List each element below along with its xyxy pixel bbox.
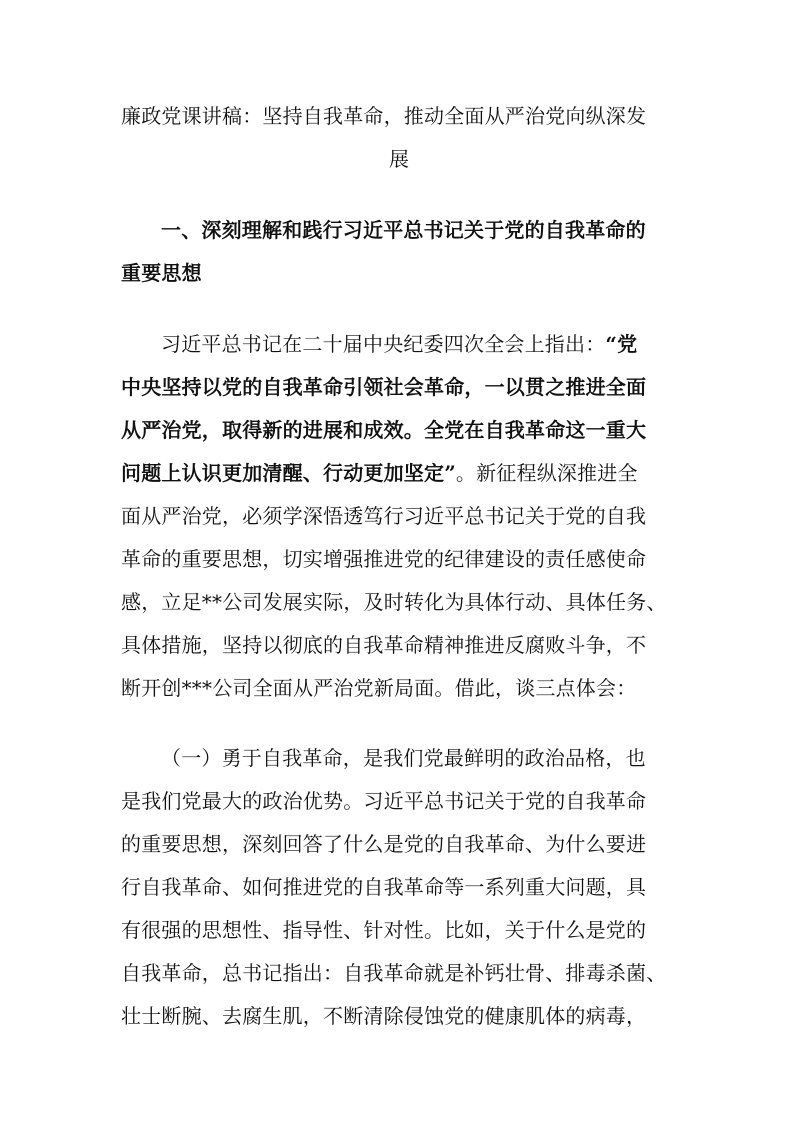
paragraph-1-line-4 bbox=[121, 456, 681, 490]
paragraph-1-line-3: 从严治党，取得新的进展和成效。全党在自我革命这一重大 bbox=[121, 418, 647, 442]
paragraph-1-line-9: 断开创***公司全面从严治党新局面。借此，谈三点体会： bbox=[121, 676, 637, 700]
paragraph-2-line-3: 的重要思想，深刻回答了什么是党的自我革命、为什么要进 bbox=[121, 832, 647, 856]
paragraph-2-line-2: 是我们党最大的政治优势。习近平总书记关于党的自我革命 bbox=[121, 789, 647, 813]
paragraph-2-line-1: （一）勇于自我革命，是我们党最鲜明的政治品格，也 bbox=[161, 746, 646, 770]
document-title-line-1: 廉政党课讲稿：坚持自我革命，推动全面从严治党向纵深发 bbox=[121, 104, 647, 128]
paragraph-1-line-8: 具体措施，坚持以彻底的自我革命精神推进反腐败斗争，不 bbox=[121, 633, 647, 657]
paragraph-1-line-5: 面从严治党，必须学深悟透笃行习近平总书记关于党的自我 bbox=[121, 504, 647, 528]
paragraph-1-line-4-normal: 。新征程纵深推进全 bbox=[455, 461, 638, 485]
document-title-line-2: 展 bbox=[389, 147, 410, 171]
section-heading-line-1: 一、深刻理解和践行习近平总书记关于党的自我革命的 bbox=[161, 218, 646, 242]
paragraph-1-line-1-normal: 习近平总书记在二十届中央纪委四次全会上指出： bbox=[161, 332, 606, 356]
paragraph-1-line-1 bbox=[161, 327, 681, 361]
paragraph-1-line-7: 感，立足**公司发展实际，及时转化为具体行动、具体任务、 bbox=[121, 590, 667, 614]
paragraph-2-line-6: 自我革命，总书记指出：自我革命就是补钙壮骨、排毒杀菌、 bbox=[121, 961, 667, 985]
paragraph-1-line-6: 革命的重要思想，切实增强推进党的纪律建设的责任感使命 bbox=[121, 547, 647, 571]
section-heading-line-2: 重要思想 bbox=[121, 261, 202, 285]
paragraph-2-line-5: 有很强的思想性、指导性、针对性。比如，关于什么是党的 bbox=[121, 918, 647, 942]
quote-close-bold: 问题上认识更加清醒、行动更加坚定” bbox=[121, 461, 456, 485]
paragraph-1-line-2: 中央坚持以党的自我革命引领社会革命，一以贯之推进全面 bbox=[121, 375, 647, 399]
quote-open-bold: “党 bbox=[605, 332, 638, 356]
paragraph-2-line-7: 壮士断腕、去腐生肌，不断清除侵蚀党的健康肌体的病毒， bbox=[121, 1004, 647, 1028]
paragraph-2-line-4: 行自我革命、如何推进党的自我革命等一系列重大问题，具 bbox=[121, 875, 647, 899]
